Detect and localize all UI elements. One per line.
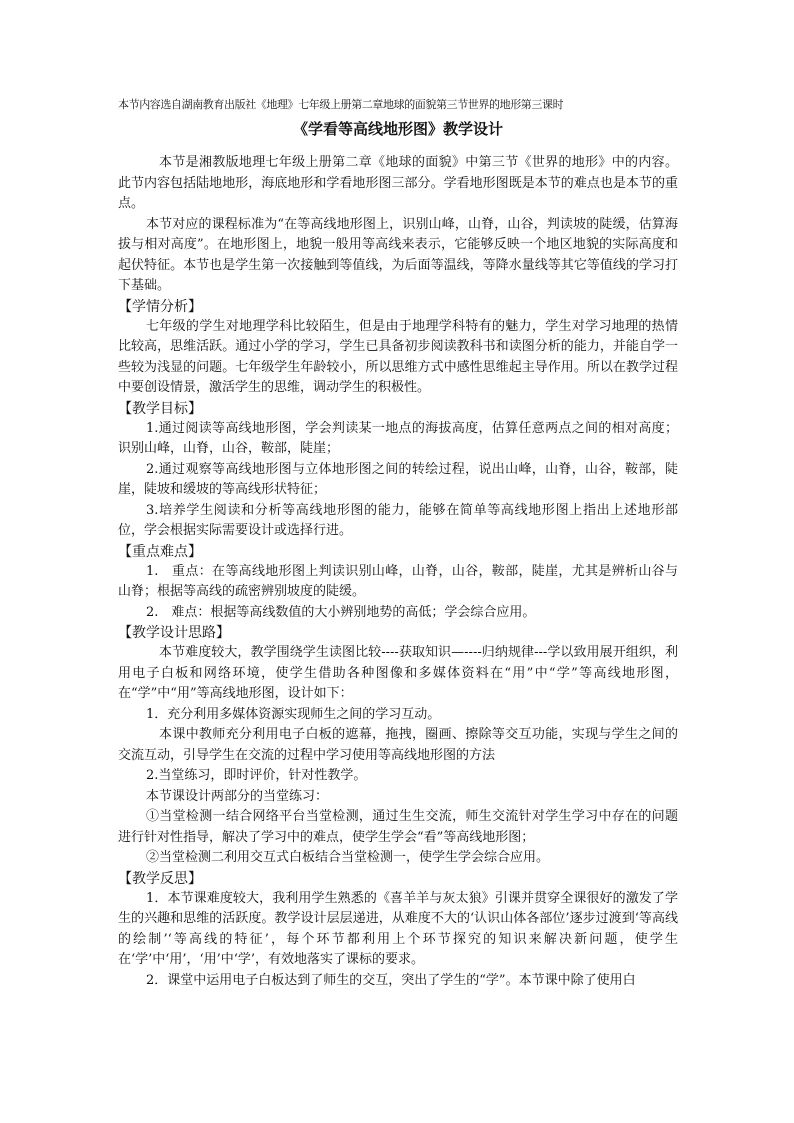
intro-paragraph-1: 本节是湘教版地理七年级上册第二章《地球的面貌》中第三节《世界的地形》中的内容。此节内容包括陆地地形，海底地形和学看地形图三部分。学看地形图既是本节的难点也是本节的重点。 <box>118 155 678 211</box>
design-paragraph-4: 2.当堂练习，即时评价，针对性教学。 <box>146 768 367 783</box>
design-paragraph-3: 本课中教师充分利用电子白板的遮幕，拖拽，圈画、擦除等交互功能，实现与学生之间的交流互动，引导学生在交流的过程中学习使用等高线地形图的方法 <box>118 727 678 763</box>
section-heading-key-points: 【重点难点】 <box>118 543 202 560</box>
key-point-item-1: 1. 重点：在等高线地形图上判读识别山峰，山脊，山谷，鞍部，陡崖，尤其是辨析山谷与山脊；根据等高线的疏密辨别坡度的陡缓。 <box>118 563 678 599</box>
key-point-item-2: 2. 难点：根据等高线数值的大小辨别地势的高低；学会综合应用。 <box>146 604 536 620</box>
document-page <box>118 98 678 991</box>
design-paragraph-1: 本节难度较大，教学围绕学生读图比较----获取知识—----归纳规律---学以致用展开组织，利用电子白板和网络环境，使学生借助各种图像和多媒体资料在“用”中“学”等高线地形图，在“学”中“用”等高线地形图，设计如下： <box>118 645 678 701</box>
goal-item-1: 1.通过阅读等高线地形图，学会判读某一地点的海拔高度，估算任意两点之间的相对高度；识别山峰，山脊，山谷，鞍部，陡崖； <box>118 420 678 456</box>
design-paragraph-7: ②当堂检测二利用交互式白板结合当堂检测一，使学生学会综合应用。 <box>146 850 550 865</box>
source-note: 本节内容选自湖南教育出版社《地理》七年级上册第二章地球的面貌第三节世界的地形第三课时 <box>118 98 564 111</box>
design-paragraph-6: ①当堂检测一结合网络平台当堂检测，通过生生交流，师生交流针对学生学习中存在的问题进行针对性指导，解决了学习中的难点，使学生学会“看”等高线地形图； <box>118 809 678 845</box>
section-heading-reflection: 【教学反思】 <box>118 870 202 887</box>
goal-item-2: 2.通过观察等高线地形图与立体地形图之间的转绘过程，说出山峰，山脊，山谷，鞍部，陡崖，陡坡和缓坡的等高线形状特征； <box>118 461 678 497</box>
reflection-paragraph-2: 2．课堂中运用电子白板达到了师生的交互，突出了学生的“学”。本节课中除了使用白 <box>146 972 636 988</box>
goal-item-3: 3.培养学生阅读和分析等高线地形图的能力，能够在简单等高线地形图上指出上述地形部位，学会根据实际需要设计或选择行进。 <box>118 502 678 538</box>
document-title: 《学看等高线地形图》教学设计 <box>292 120 503 138</box>
intro-paragraph-2: 本节对应的课程标准为“在等高线地形图上，识别山峰，山脊，山谷，判读坡的陡缓，估算海拔与相对高度”。在地形图上，地貌一般用等高线来表示，它能够反映一个地区地貌的实际高度和起伏特征。本节也是学生第一次接触到等值线，为后面等温线，等降水量线等其它等值线的学习打下基础。 <box>118 216 678 293</box>
analysis-paragraph: 七年级的学生对地理学科比较陌生，但是由于地理学科特有的魅力，学生对学习地理的热情比较高，思维活跃。通过小学的学习，学生已具备初步阅读教科书和读图分析的能力，并能自学一些较为浅显的问题。七年级学生年龄较小，所以思维方式中感性思维起主导作用。所以在教学过程中要创设情景，激活学生的思维，调动学生的积极性。 <box>118 318 678 395</box>
section-heading-design: 【教学设计思路】 <box>118 625 230 641</box>
reflection-paragraph-1: 1．本节课难度较大，我利用学生熟悉的《喜羊羊与灰太狼》引课并贯穿全课很好的激发了学生的兴趣和思维的活跃度。教学设计层层递进，从难度不大的‘认识山体各部位’逐步过渡到‘等高线的绘制’‘等高线的特征’，每个环节都利用上个环节探究的知识来解决新问题，使学生在‘学’中‘用’，‘用’中‘学’，有效地落实了课标的要求。 <box>118 890 678 967</box>
design-paragraph-2: 1．充分利用多媒体资源实现师生之间的学习互动。 <box>146 706 441 722</box>
section-heading-goals: 【教学目标】 <box>118 400 202 417</box>
design-paragraph-5: 本节课设计两部分的当堂练习： <box>146 788 329 804</box>
section-heading-analysis: 【学情分析】 <box>118 298 202 315</box>
